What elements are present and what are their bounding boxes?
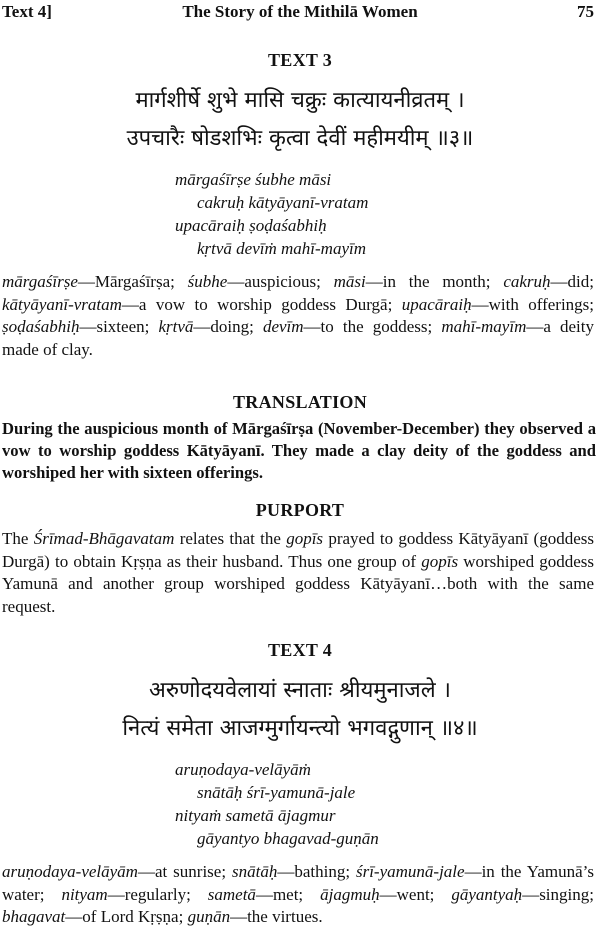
synonym-meaning: —did; — [550, 272, 594, 291]
devanagari-line: अरुणोदयवेलायां स्नाताः श्रीयमुनाजले । — [149, 678, 451, 703]
synonym-meaning: —singing; — [522, 884, 594, 904]
synonym-term: guṇān — [187, 907, 231, 926]
synonym-term: gāyantyaḥ — [451, 884, 523, 904]
synonym-meaning: —a vow to worship goddess Durgā; — [121, 294, 402, 314]
purport-book-title: Śrīmad-Bhāgavatam — [33, 529, 175, 548]
synonym-meaning: —in the Yamunā’s water; — [2, 862, 595, 904]
synonym-term: cakruḥ — [503, 272, 551, 291]
text4-synonyms — [0, 861, 600, 929]
devanagari-line: उपचारैः षोडशभिः कृत्वा देवीं महीमयीम् ॥३॥ — [126, 126, 474, 151]
purport-text: worshiped goddess Yamunā and another group worshiped goddess Kātyāyanī…both with the same request. — [2, 551, 595, 616]
synonym-term: mahī-mayīm — [441, 317, 527, 336]
devanagari-line: नित्यं समेता आजग्मुर्गायन्त्यो भगवद्गुणान् ॥४॥ — [122, 716, 478, 741]
synonym-term: snātāḥ — [231, 862, 278, 881]
translation-heading: TRANSLATION — [233, 392, 367, 412]
translit-line: gāyantyo bhagavad-guṇān — [197, 829, 379, 848]
text3-heading-block — [0, 50, 600, 71]
text4-transliteration — [0, 758, 600, 850]
synonym-term: mārgaśīrṣe — [2, 272, 78, 291]
synonym-term: ṣoḍaśabhiḥ — [2, 317, 80, 336]
synonym-meaning: —bathing; — [277, 862, 356, 881]
running-header — [0, 2, 600, 26]
devanagari-line: मार्गशीर्षे शुभे मासि चक्रुः कात्यायनीव्रतम् । — [135, 88, 465, 113]
translit-line: snātāḥ śrī-yamunā-jale — [197, 783, 356, 802]
synonym-term: kṛtvā — [158, 317, 194, 336]
synonym-meaning: —a deity made of clay. — [2, 317, 594, 359]
purport-text: prayed to goddess Kātyāyanī (goddess Durgā) to obtain Kṛṣṇa as their husband. Thus one group of — [2, 529, 594, 571]
purport-term: gopīs — [286, 529, 324, 548]
synonym-term: nityam — [61, 884, 108, 904]
translit-line: cakruḥ kātyāyanī-vratam — [197, 193, 369, 212]
verse-heading: TEXT 3 — [268, 50, 332, 70]
purport-term: gopīs — [421, 551, 459, 571]
synonym-term: māsi — [333, 272, 366, 291]
synonym-meaning: —Mārgaśīrṣa; — [77, 272, 188, 291]
synonym-term: ājagmuḥ — [320, 884, 380, 904]
synonym-meaning: —auspicious; — [227, 272, 334, 291]
header-text-ref: Text 4] — [2, 2, 52, 21]
text4-sanskrit — [0, 672, 600, 748]
text3-translation — [0, 418, 600, 484]
verse-heading: TEXT 4 — [268, 640, 332, 660]
synonym-term: śrī-yamunā-jale — [355, 862, 465, 881]
header-chapter-title: The Story of the Mithilā Women — [182, 2, 418, 21]
text3-sanskrit — [0, 82, 600, 158]
synonym-term: kātyāyanī-vratam — [2, 294, 122, 314]
synonym-term: devīm — [262, 317, 304, 336]
synonym-meaning: —with offerings; — [471, 294, 595, 314]
translit-line: aruṇodaya-velāyāṁ — [175, 760, 311, 779]
translit-line: nityaṁ sametā ājagmur — [175, 806, 336, 825]
purport-block — [0, 528, 600, 618]
synonym-term: upacāraiḥ — [401, 294, 472, 314]
synonym-meaning: —regularly; — [107, 884, 208, 904]
synonym-meaning: —doing; — [193, 317, 263, 336]
translit-line: mārgaśīrṣe śubhe māsi — [175, 170, 332, 189]
synonym-meaning: —the virtues. — [230, 907, 323, 926]
translation-paragraph: During the auspicious month of Mārgaśīrṣa (November-December) they observed a vow to worship goddess Kātyāyanī. They made a clay deity of the goddess and worshiped her with sixteen offerings. — [2, 419, 596, 482]
synonym-meaning: —of Lord Kṛṣṇa; — [65, 907, 188, 926]
synonym-meaning: —met; — [255, 884, 321, 904]
synonym-meaning: —in the month; — [365, 272, 504, 291]
translit-line: kṛtvā devīṁ mahī-mayīm — [197, 239, 367, 258]
purport-text: relates that the — [174, 529, 287, 548]
purport-text: The — [2, 529, 34, 548]
text3-translation-heading-block — [0, 392, 600, 413]
purport-heading-block — [0, 500, 600, 521]
purport-heading: PURPORT — [255, 500, 345, 520]
synonym-meaning: —went; — [379, 884, 452, 904]
translit-line: upacāraiḥ ṣoḍaśabhiḥ — [175, 216, 327, 235]
page-number: 75 — [577, 2, 594, 21]
synonyms-paragraph — [0, 861, 600, 929]
synonym-meaning: —to the goddess; — [303, 317, 442, 336]
synonym-meaning: —sixteen; — [79, 317, 159, 336]
synonyms-paragraph — [0, 271, 600, 361]
synonym-term: bhagavat — [2, 907, 66, 926]
synonym-term: aruṇodaya-velāyām — [2, 862, 138, 881]
text3-synonyms — [0, 271, 600, 361]
synonym-term: sametā — [207, 884, 256, 904]
purport-paragraph — [0, 528, 600, 618]
synonym-meaning: —at sunrise; — [137, 862, 232, 881]
text4-heading-block — [0, 640, 600, 661]
synonym-term: śubhe — [187, 272, 228, 291]
text3-transliteration — [0, 168, 600, 260]
